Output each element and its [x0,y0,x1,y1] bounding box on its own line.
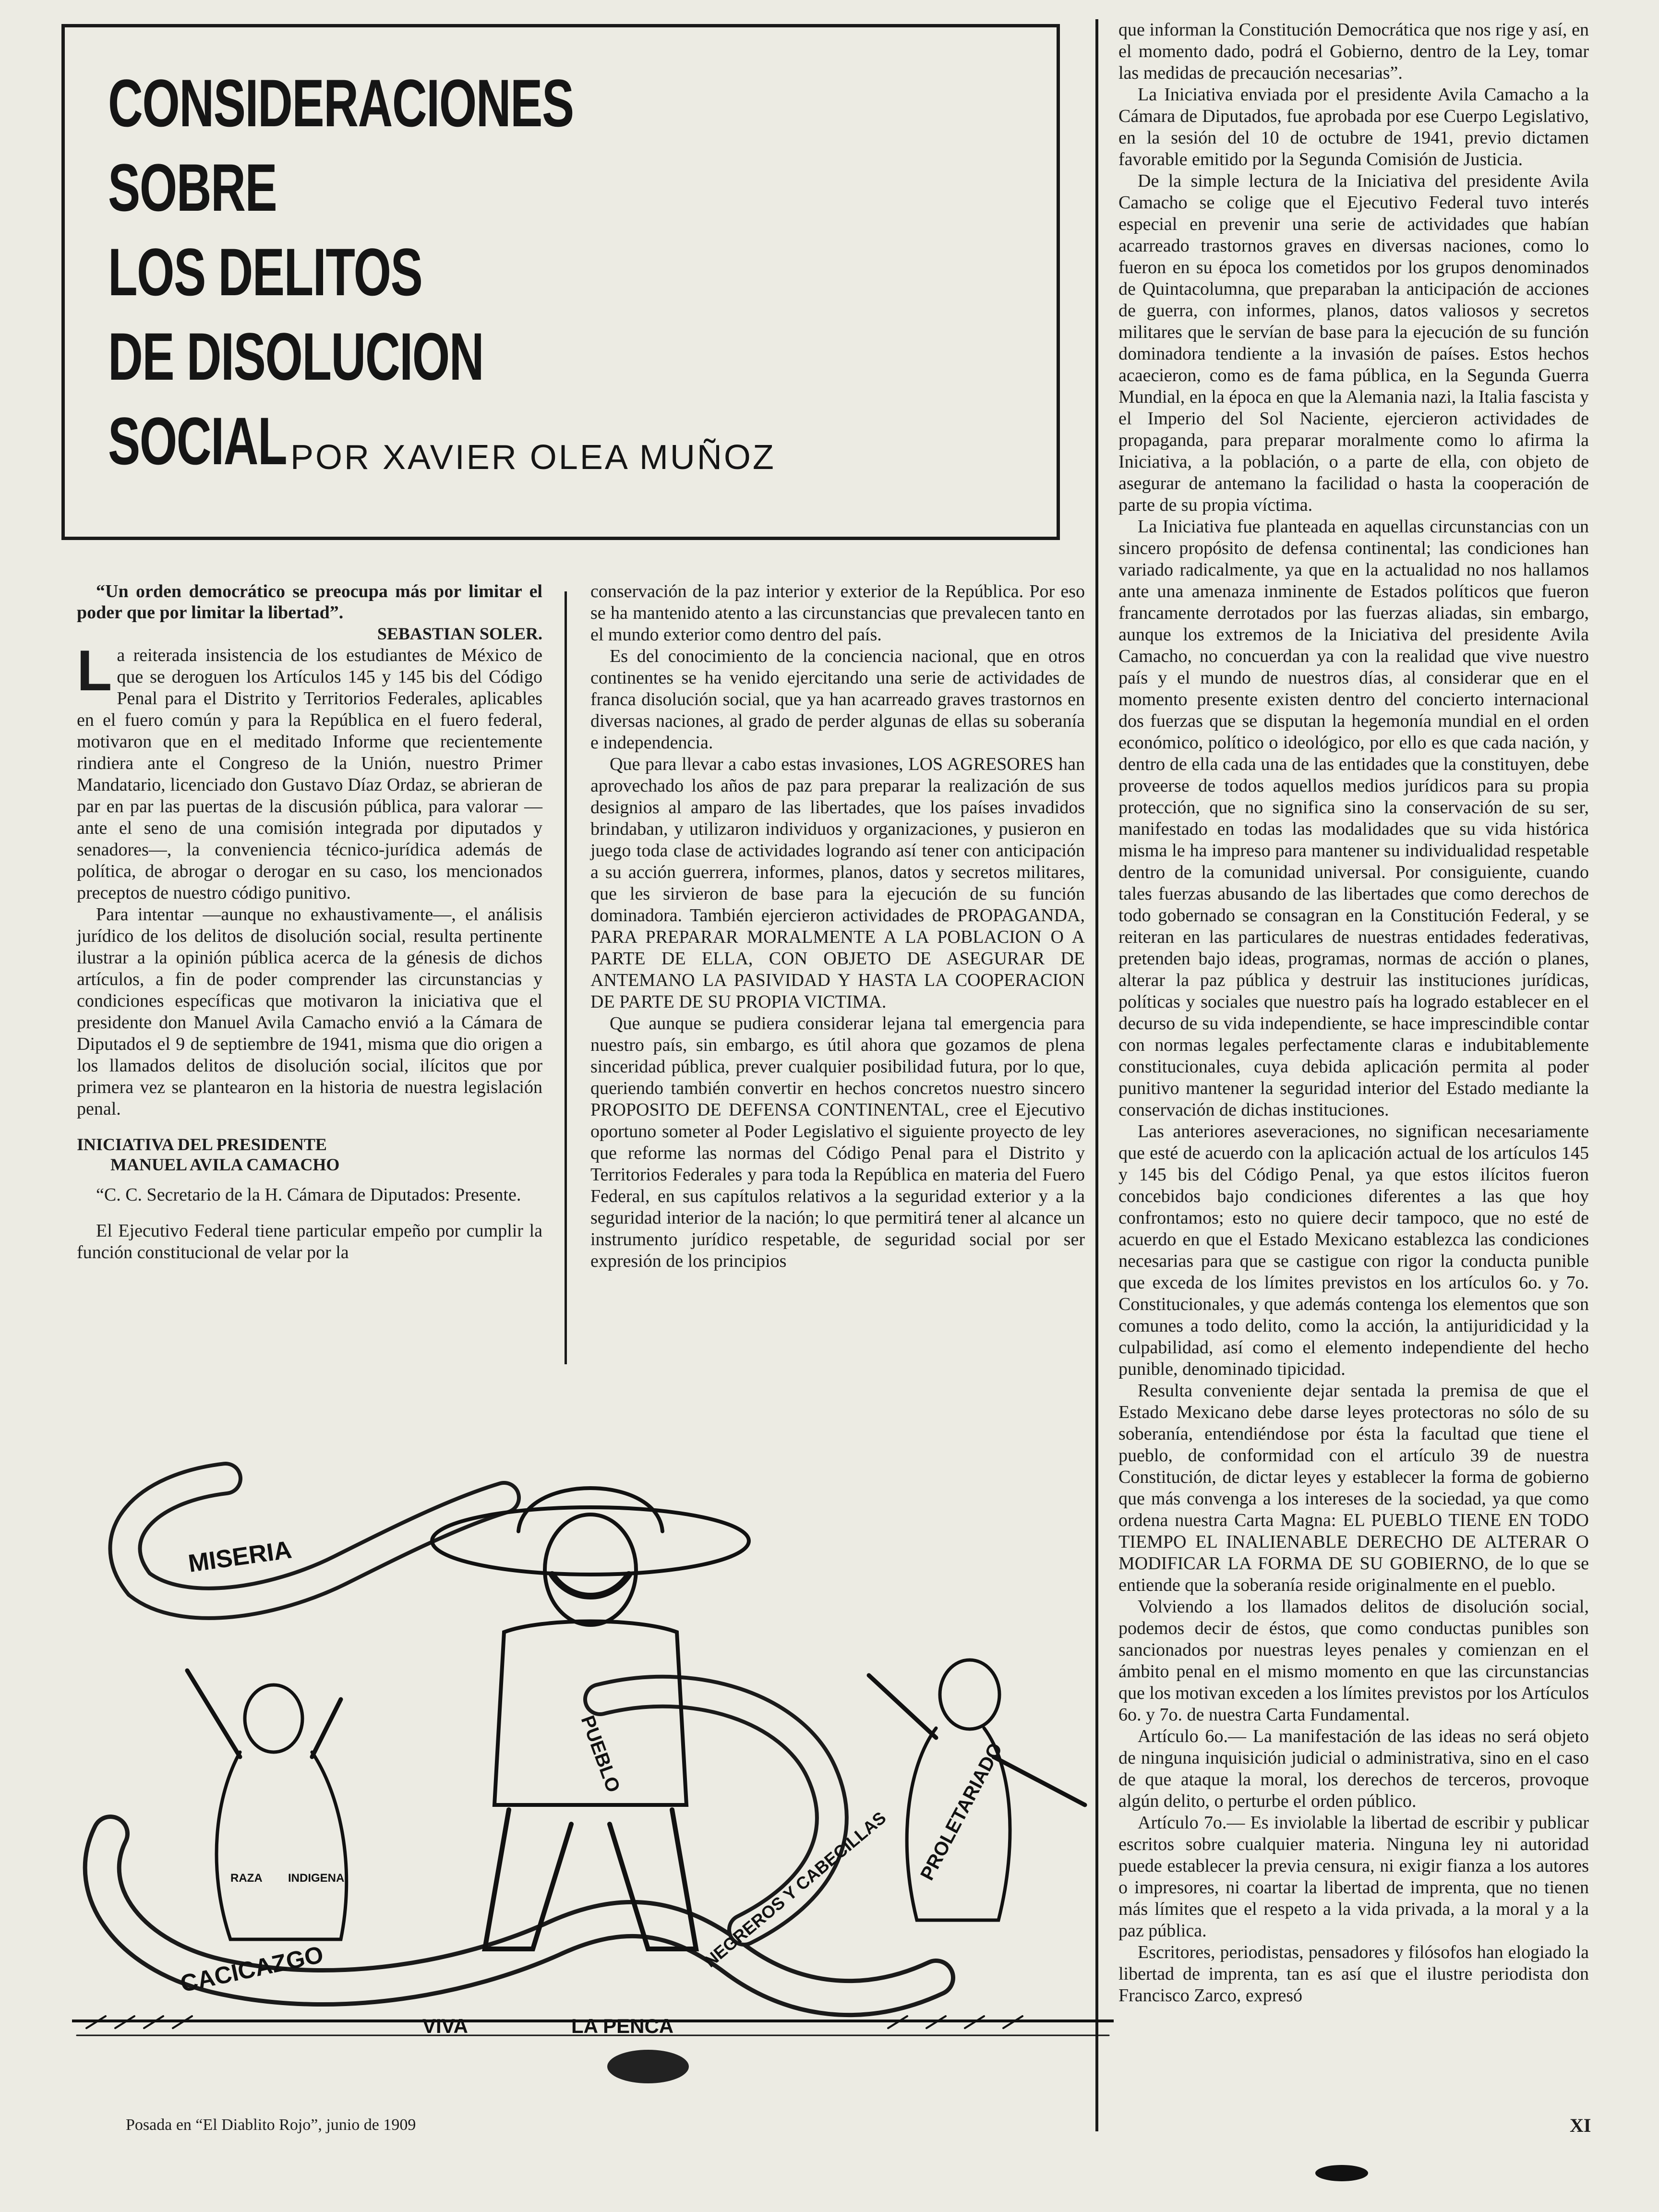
man-head [545,1515,636,1625]
paragraph: Escritores, periodistas, pensadores y filósofos han elogiado la libertad de imprenta, tan es así que el ilustre periodista don Francisco Zarco, expresó [1118,1942,1589,2006]
mustache [552,1575,629,1596]
label-miseria: MISERIA [186,1536,294,1578]
paragraph [77,638,542,904]
man-torso [494,1622,686,1805]
worker-head [940,1660,999,1729]
label-cacicazgo: CACICAZGO [178,1941,326,1997]
paragraph: Para intentar —aunque no exhaustivamente—, el análisis jurídico de los delitos de disolución social, resulta pertinente ilustrar a la opinión pública acerca de la génesis de dichos artículos, a fin de poder comprender las circunstancias y condiciones específicas que motivaron la iniciativa que el presidente don Manuel Avila Camacho envió a la Cámara de Diputados el 9 de septiembre de 1941, misma que dio origen a los llamados delitos de disolución social, ilícitos que por primera vez se plantearon en la historia de nuestra legislación penal. [77,904,542,1119]
title-line: SOBRE [108,150,277,225]
paragraph: De la simple lectura de la Iniciativa del presidente Avila Camacho se colige que el Ejecutivo Federal tuvo interés especial en prevenir una serie de actividades que habían acarreado trastornos graves en diversas naciones, como lo fueron en su época los cometidos por los grupos denominados de Quintacolumna, que preparaban la anticipación de acciones de guerra, con informes, planos, datos valiosos y secretos militares que le servían de base para la ejecución de su función dominadora tendiente a la invasión de países. Estos hechos acaecieron, como es de fama pública, en la Segunda Guerra Mundial, en la época en que la Alemania nazi, la Italia fascista y el Imperio del Sol Naciente, ejercieron actividades de propaganda, para preparar moralmente como lo afirma la Iniciativa, a la población, o a parte de ella, con objeto de asegurar de antemano la facilidad o hasta la cooperación de parte de su propia víctima. [1118,171,1589,515]
paragraph: La Iniciativa fue planteada en aquellas circunstancias con un sincero propósito de defensa continental; las condiciones han variado radicalmente, ya que en la actualidad no nos hallamos ante una amenaza inminente de Estados políticos que fueron francamente derrotados por las fuerzas aliadas, sin embargo, aunque los extremos de la Iniciativa del presidente Avila Camacho, no concuerdan ya con la realidad que vive nuestro país y el mundo de nuestros días, al considerar que en el momento presente existen dentro del concierto internacional dos fuerzas que se disputan la hegemonía mundial en el orden económico, político o ideológico, por ello es que cada nación, y dentro de ella cada una de las entidades que la constituyen, debe proveerse de todos aquellos medios jurídicos para su propia protección, que no significa sino la conservación de su ser, manifestado en todas las modalidades que su vida histórica misma le ha impreso para mantener su individualidad respetable dentro de la comunidad universal. Por consiguiente, cuando tales fuerzas abusando de las libertades que como derechos de todo gobernado se consagran en la Constitución Federal, y se reiteran en las particulares de nuestras entidades federativas, pretenden bajo ideas, programas, normas de acción o planes, alterar la paz pública y destruir las instituciones jurídicas, políticas y sociales que nuestro país ha logrado establecer en el decurso de su vida independiente, se hace imprescindible contar con normas legales perfectamente claras e indubitablemente constitucionales, cuya debida aplicación permita al poder punitivo mantener la seguridad interior del Estado mediante la conservación de dichas instituciones. [1118,517,1589,1120]
subheading [77,1134,542,1175]
paragraph: “C. C. Secretario de la H. Cámara de Diputados: Presente. [96,1185,521,1205]
column-2 [590,581,1085,1272]
posada-engraving-illustration [72,1459,1114,2083]
label-raza: RAZA [230,1872,263,1885]
woman-head [245,1685,302,1752]
page-number: XI [1570,2115,1591,2136]
paragraph: Que aunque se pudiera considerar lejana tal emergencia para nuestro país, sin embargo, es útil ahora que gozamos de plena sinceridad pública, prever cualquier posibilidad futura, por lo que, queriendo también convertir en hechos concretos nuestro sincero PROPOSITO DE DEFENSA CONTINENTAL, cree el Ejecutivo oportuno someter al Poder Legislativo el siguiente proyecto de ley que reforme las normas del Código Penal para el Distrito y Territorios Federales y para toda la República en materia del Fuero Federal, en sus capítulos relativos a la seguridad exterior y a la seguridad interior de la nación; lo que permitirá tener al alcance un instrumento jurídico respetable, de seguridad social por ser expresión de los principios [590,1013,1085,1271]
title-line: CONSIDERACIONES [108,65,574,141]
title-box [61,24,1060,540]
title-line: SOCIAL [108,403,287,479]
woman-body [216,1752,347,1939]
article-author: POR XAVIER OLEA MUÑOZ [290,438,776,477]
paragraph: que informan la Constitución Democrática que nos rige y así, en el momento dado, podrá el Gobierno, dentro de la Ley, tomar las medidas de precaución necesarias”. [1118,20,1589,83]
article-title [108,61,574,483]
drop-cap: L [77,638,112,703]
epigraph-author: SEBASTIAN SOLER. [377,624,542,643]
label-pueblo: PUEBLO [577,1713,624,1795]
label-indigena: INDIGENA [288,1872,345,1885]
paragraph: conservación de la paz interior y exterior de la República. Por eso se ha mantenido atento a las circunstancias que prevalecen tanto en el mundo exterior como dentro del país. [590,581,1085,645]
column-1 [77,581,542,1263]
paragraph: Volviendo a los llamados delitos de disolución social, podemos decir de éstos, que como conductas punibles son sancionados por nuestras leyes penales y comienzan en el ámbito penal en el mismo momento en que las circunstancias que los motivan exceden a los límites previstos por los Artículos 6o. y 7o. de nuestra Carta Fundamental. [1118,1597,1589,1725]
sombrero-brim [432,1507,749,1575]
title-line: DE DISOLUCION [108,319,484,394]
paragraph: Resulta conveniente dejar sentada la premisa de que el Estado Mexicano debe darse leyes protectoras no sólo de su soberanía, entendiéndose por ésta la facultad que tiene el pueblo, de conformidad con el artículo 39 de nuestra Constitución, de dictar leyes y establecer la forma de gobierno que más convenga a los intereses de la sociedad, ya que como ordena nuestra Carta Magna: EL PUEBLO TIENE EN TODO TIEMPO EL INALIENABLE DERECHO DE ALTERAR O MODIFICAR LA FORMA DE SU GOBIERNO, de lo que se entiende que la soberanía reside originalmente en el pueblo. [1118,1381,1589,1595]
subheading-line: INICIATIVA DEL PRESIDENTE [77,1135,327,1154]
title-line: LOS DELITOS [108,234,422,310]
paragraph: Artículo 6o.— La manifestación de las ideas no será objeto de ninguna inquisición judicial o administrativa, sino en el caso de que ataque la moral, los derechos de terceros, provoque algún delito, o perturbe el orden público. [1118,1726,1589,1811]
paragraph: Las anteriores aseveraciones, no significan necesariamente que esté de acuerdo con la aplicación actual de los artículos 145 y 145 bis del Código Penal, ya que estos ilícitos fueron concebidos bajo condiciones diferentes a las que hoy confrontamos; esto no quiere decir tampoco, que no esté de acuerdo en que el Estado Mexicano establezca las condiciones necesarias para que se castigue con rigor la conducta punible que exceda de los límites previstos en los artículos 6o. y 7o. Constitucionales, y que además contenga los elementos que son comunes a todo delito, como la acción, la antijuridicidad y la culpabilidad, así como el elemento independiente del hecho punible, denominado tipicidad. [1118,1121,1589,1379]
label-viva: VIVA [422,2015,468,2037]
column-divider-left [565,591,567,1364]
epigraph-quote: “Un orden democrático se preocupa más por limitar el poder que por limitar la libertad”. [77,581,542,623]
paragraph: El Ejecutivo Federal tiene particular empeño por cumplir la función constitucional de velar por la [77,1221,542,1262]
label-la-penca: LA PENCA [571,2015,674,2037]
label-negreros: NEGREROS Y CABECILLAS [700,1807,890,1972]
paragraph: Es del conocimiento de la conciencia nacional, que en otros continentes se ha venido ejercitando una serie de actividades de franca disolución social, que ya han acarreado graves trastornos en diversas naciones, al grado de perder algunas de ellas su soberanía e independencia. [590,646,1085,753]
paragraph: Artículo 7o.— Es inviolable la libertad de escribir y publicar escritos sobre cualquier materia. Ninguna ley ni autoridad puede establecer la previa censura, ni exigir fianza a los autores o impresores, ni coartar la libertad de imprenta, que no tienen más límites que el respeto a la vida privada, a la moral y a la paz pública. [1118,1813,1589,1941]
woman-arms [187,1671,341,1757]
paragraph-text: a reiterada insistencia de los estudiantes de México de que se deroguen los Artículos 145 y 145 bis del Código Penal para el Distrito y Territorios Federales, aplicables en el fuero común y para la República en el fuero federal, motivaron que en el meditado Informe que recientemente rindiera ante el Congreso de la Unión, nuestro Primer Mandatario, licenciado don Gustavo Díaz Ordaz, se abrieran de par en par las puertas de la discusión pública, para valorar —ante el seno de una comisión integrada por diputados y senadores—, la conveniencia técnico-jurídica además de política, de abrogar o derogar en su caso, los mencionados preceptos de nuestro código punitivo. [77,645,542,903]
subheading-line: MANUEL AVILA CAMACHO [110,1155,340,1174]
ink-blot [1315,2165,1368,2181]
ink-smudge [607,2050,689,2083]
paragraph: La Iniciativa enviada por el presidente Avila Camacho a la Cámara de Diputados, fue aprobada por ese Cuerpo Legislativo, en la sesión del 10 de octubre de 1941, previo dictamen favorable emitido por la Segunda Comisión de Justicia. [1118,84,1589,169]
paragraph: Que para llevar a cabo estas invasiones, LOS AGRESORES han aprovechado los años de paz para preparar la realización de sus designios al amparo de las libertades, que los países invadidos brindaban, y utilizaron individuos y organizaciones, y pusieron en juego toda clase de actividades logrando así tener con anticipación a su acción guerrera, informes, planos, datos y secretos militares, que les sirvieron de base para la ejecución de su función dominadora. También ejercieron actividades de PROPAGANDA, PARA PREPARAR MORALMENTE A LA POBLACION O A PARTE DE ELLA, CON OBJETO DE ASEGURAR DE ANTEMANO LA PASIVIDAD Y HASTA LA COOPERACION DE PARTE DE SU PROPIA VICTIMA. [590,754,1085,1012]
column-3 [1118,19,1589,2007]
illustration-caption: Posada en “El Diablito Rojo”, junio de 1909 [126,2116,416,2134]
label-proletariado: PROLETARIADO [916,1739,1007,1884]
